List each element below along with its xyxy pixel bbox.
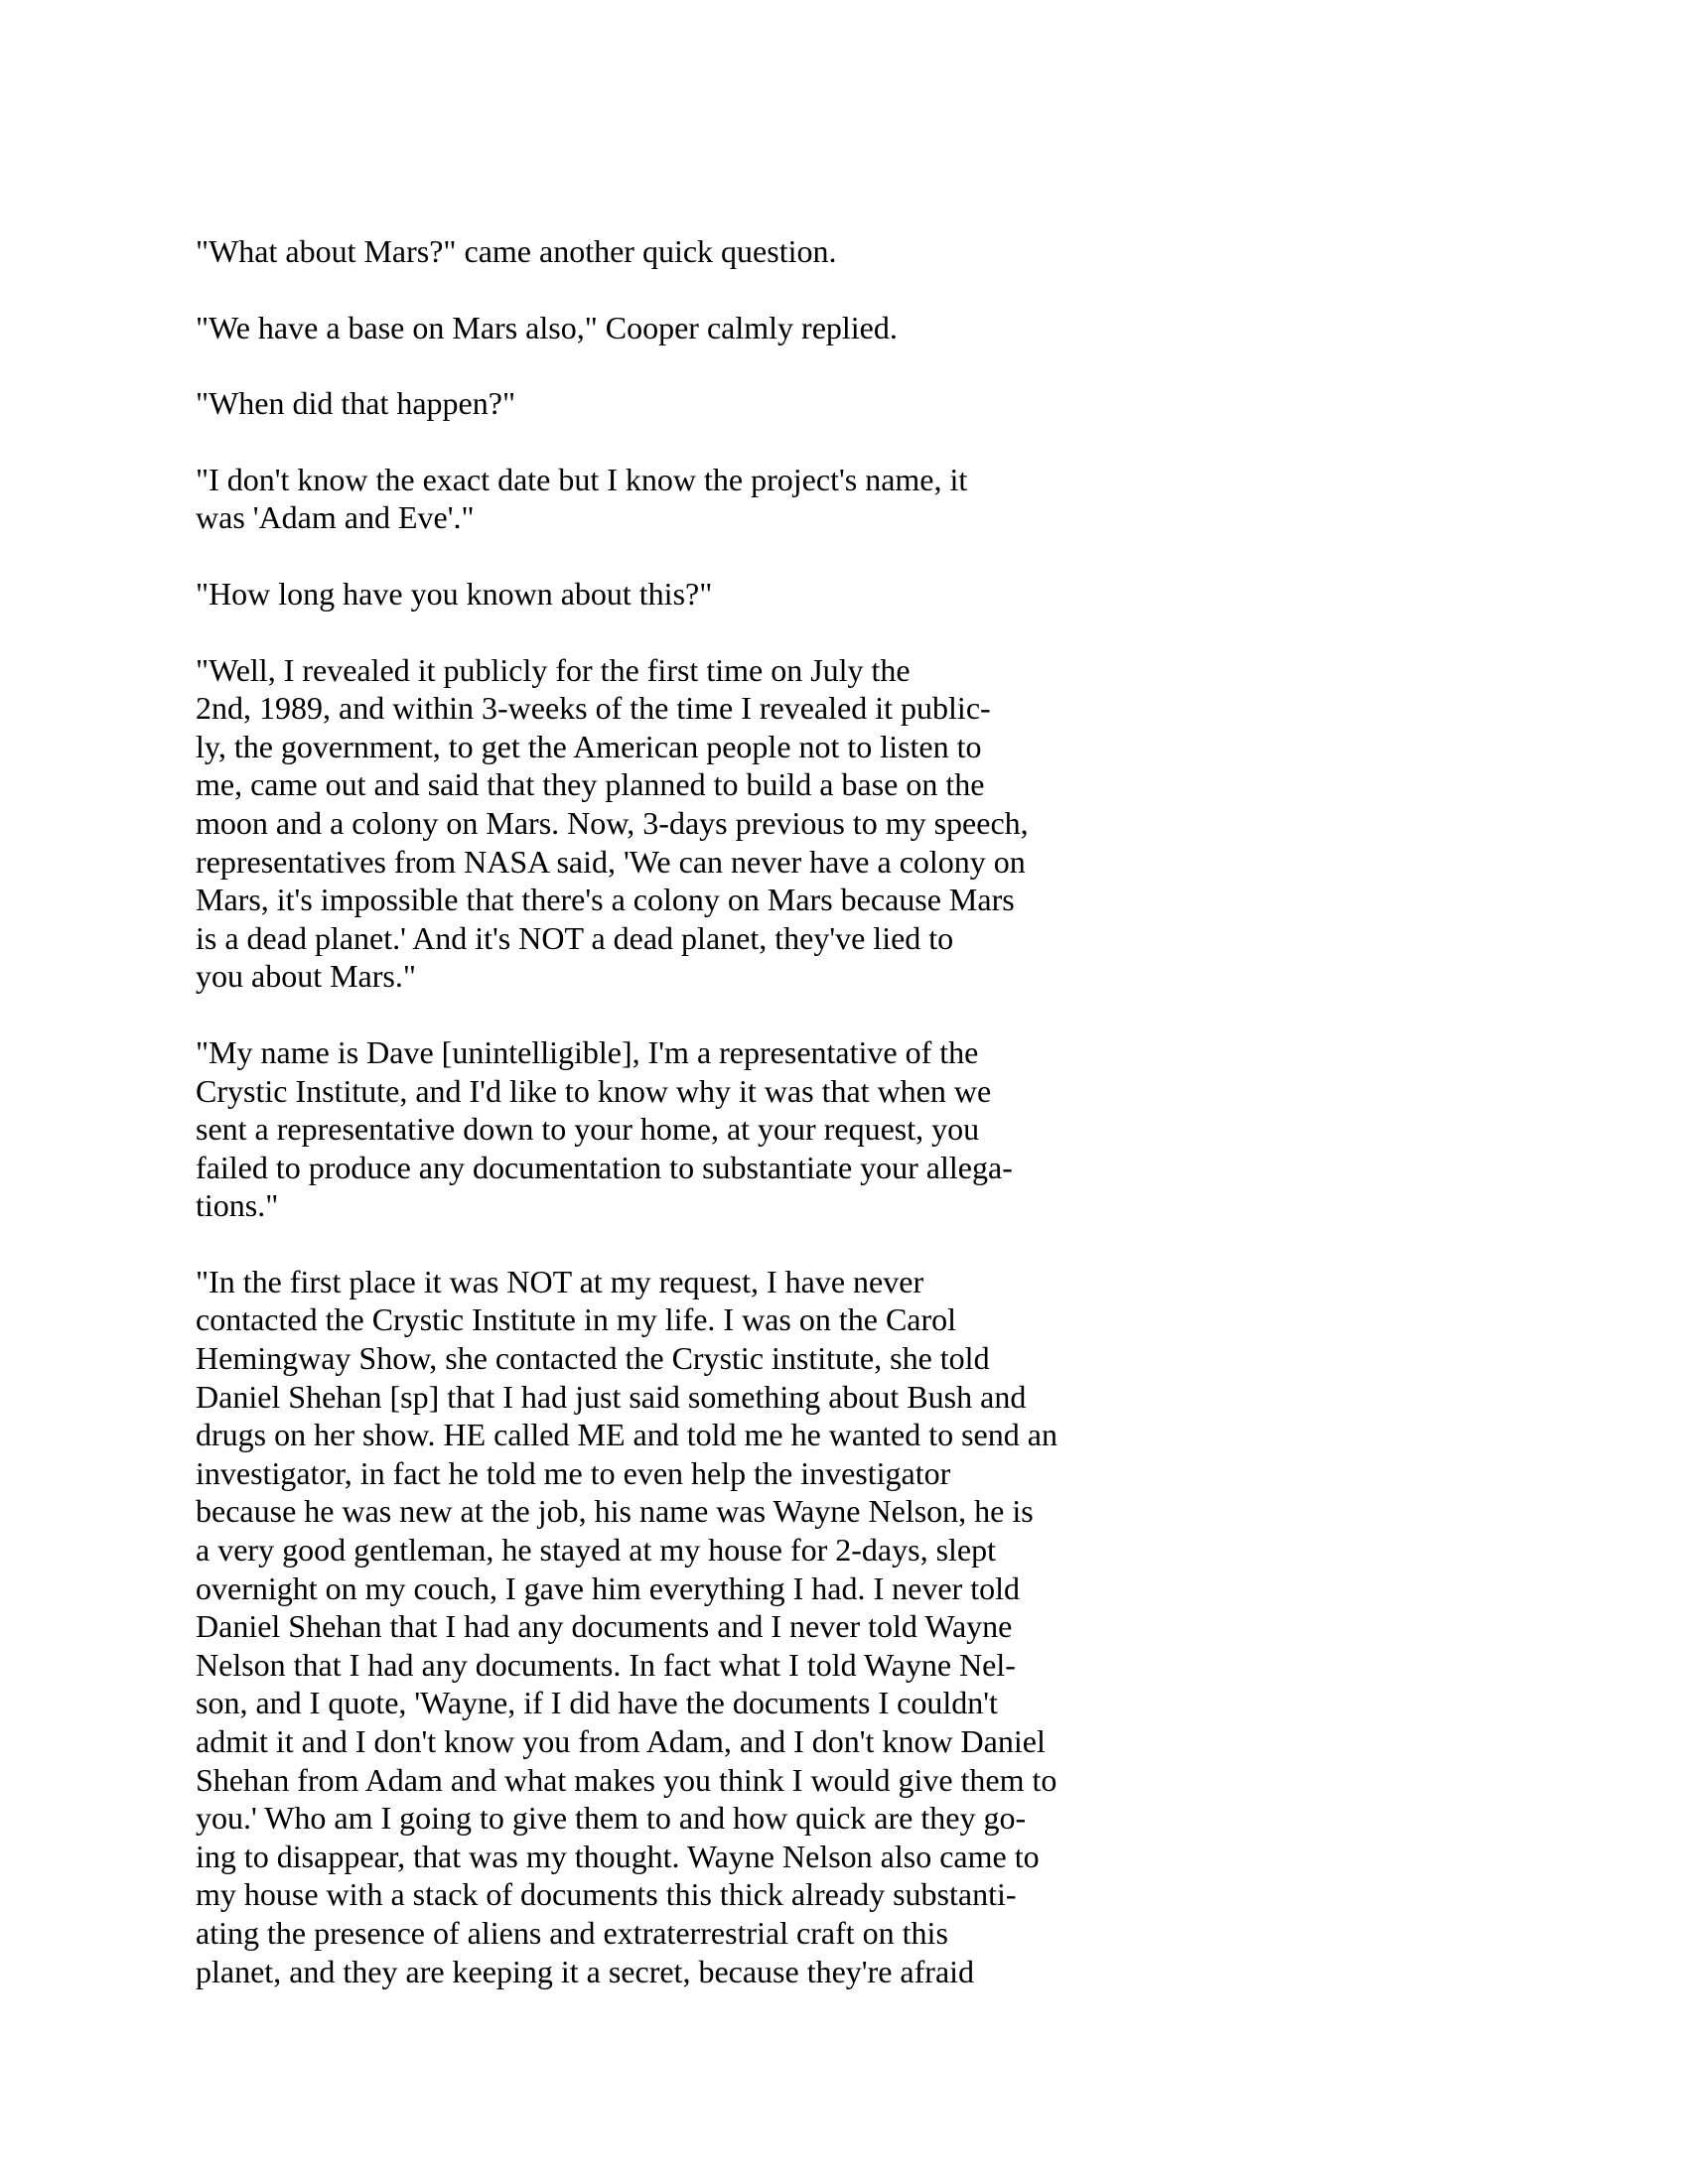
paragraph-revealed-publicly [196,651,1387,996]
text-line: overnight on my couch, I gave him everything I had. I never told [196,1570,1020,1606]
paragraph-mars-question [196,232,1387,271]
paragraph-crystic-question [196,1033,1387,1225]
text-line: investigator, in fact he told me to even help the investigator [196,1454,951,1491]
text-line: Nelson that I had any documents. In fact what I told Wayne Nel- [196,1646,1016,1683]
paragraph-how-long-question [196,575,1387,614]
text-line: my house with a stack of documents this thick already substanti- [196,1876,1017,1913]
text-line: planet, and they are keeping it a secret, because they're afraid [196,1953,975,1989]
text-line: "How long have you known about this?" [196,575,713,612]
text-line: you about Mars." [196,958,416,995]
text-line: admit it and I don't know you from Adam, and I don't know Daniel [196,1723,1046,1759]
text-line: me, came out and said that they planned to build a base on the [196,766,985,803]
text-line: ing to disappear, that was my thought. Wayne Nelson also came to [196,1838,1040,1874]
text-line: failed to produce any documentation to substantiate your allega- [196,1149,1013,1185]
document-page [196,232,1387,2028]
paragraph-base-on-mars [196,309,1387,347]
text-line: "My name is Dave [unintelligible], I'm a representative of the [196,1033,979,1070]
text-line: drugs on her show. HE called ME and told me he wanted to send an [196,1417,1057,1453]
text-line: moon and a colony on Mars. Now, 3-days previous to my speech, [196,804,1029,841]
text-line: "I don't know the exact date but I know the project's name, it [196,461,968,497]
text-line: Daniel Shehan [sp] that I had just said something about Bush and [196,1378,1027,1415]
text-line: contacted the Crystic Institute in my life. I was on the Carol [196,1301,957,1338]
text-line: Hemingway Show, she contacted the Crystic institute, she told [196,1340,990,1377]
text-line: ating the presence of aliens and extraterrestrial craft on this [196,1914,948,1951]
text-line: sent a representative down to your home, at your request, you [196,1111,980,1148]
paragraph-crystic-answer [196,1263,1387,1990]
text-line: "What about Mars?" came another quick question. [196,233,837,269]
text-line: "We have a base on Mars also," Cooper calmly replied. [196,309,898,345]
text-line: Mars, it's impossible that there's a colony on Mars because Mars [196,882,1015,918]
text-line: was 'Adam and Eve'." [196,499,475,536]
text-line: ly, the government, to get the American people not to listen to [196,728,982,764]
text-line: a very good gentleman, he stayed at my house for 2-days, slept [196,1532,996,1569]
text-line: 2nd, 1989, and within 3-weeks of the time I revealed it public- [196,690,991,727]
text-line: is a dead planet.' And it's NOT a dead planet, they've lied to [196,919,954,956]
text-line: Daniel Shehan that I had any documents and I never told Wayne [196,1608,1013,1645]
paragraph-project-name [196,461,1387,537]
text-line: "When did that happen?" [196,385,516,422]
paragraph-when-question [196,384,1387,423]
text-line: Crystic Institute, and I'd like to know why it was that when we [196,1072,992,1109]
text-line: tions." [196,1187,279,1224]
text-line: Shehan from Adam and what makes you think I would give them to [196,1761,1057,1798]
text-line: "In the first place it was NOT at my request, I have never [196,1263,924,1299]
text-line: you.' Who am I going to give them to and how quick are they go- [196,1800,1027,1837]
text-line: representatives from NASA said, 'We can never have a colony on [196,843,1026,880]
text-line: because he was new at the job, his name was Wayne Nelson, he is [196,1493,1034,1530]
text-line: son, and I quote, 'Wayne, if I did have the documents I couldn't [196,1685,998,1721]
text-line: "Well, I revealed it publicly for the first time on July the [196,651,911,688]
